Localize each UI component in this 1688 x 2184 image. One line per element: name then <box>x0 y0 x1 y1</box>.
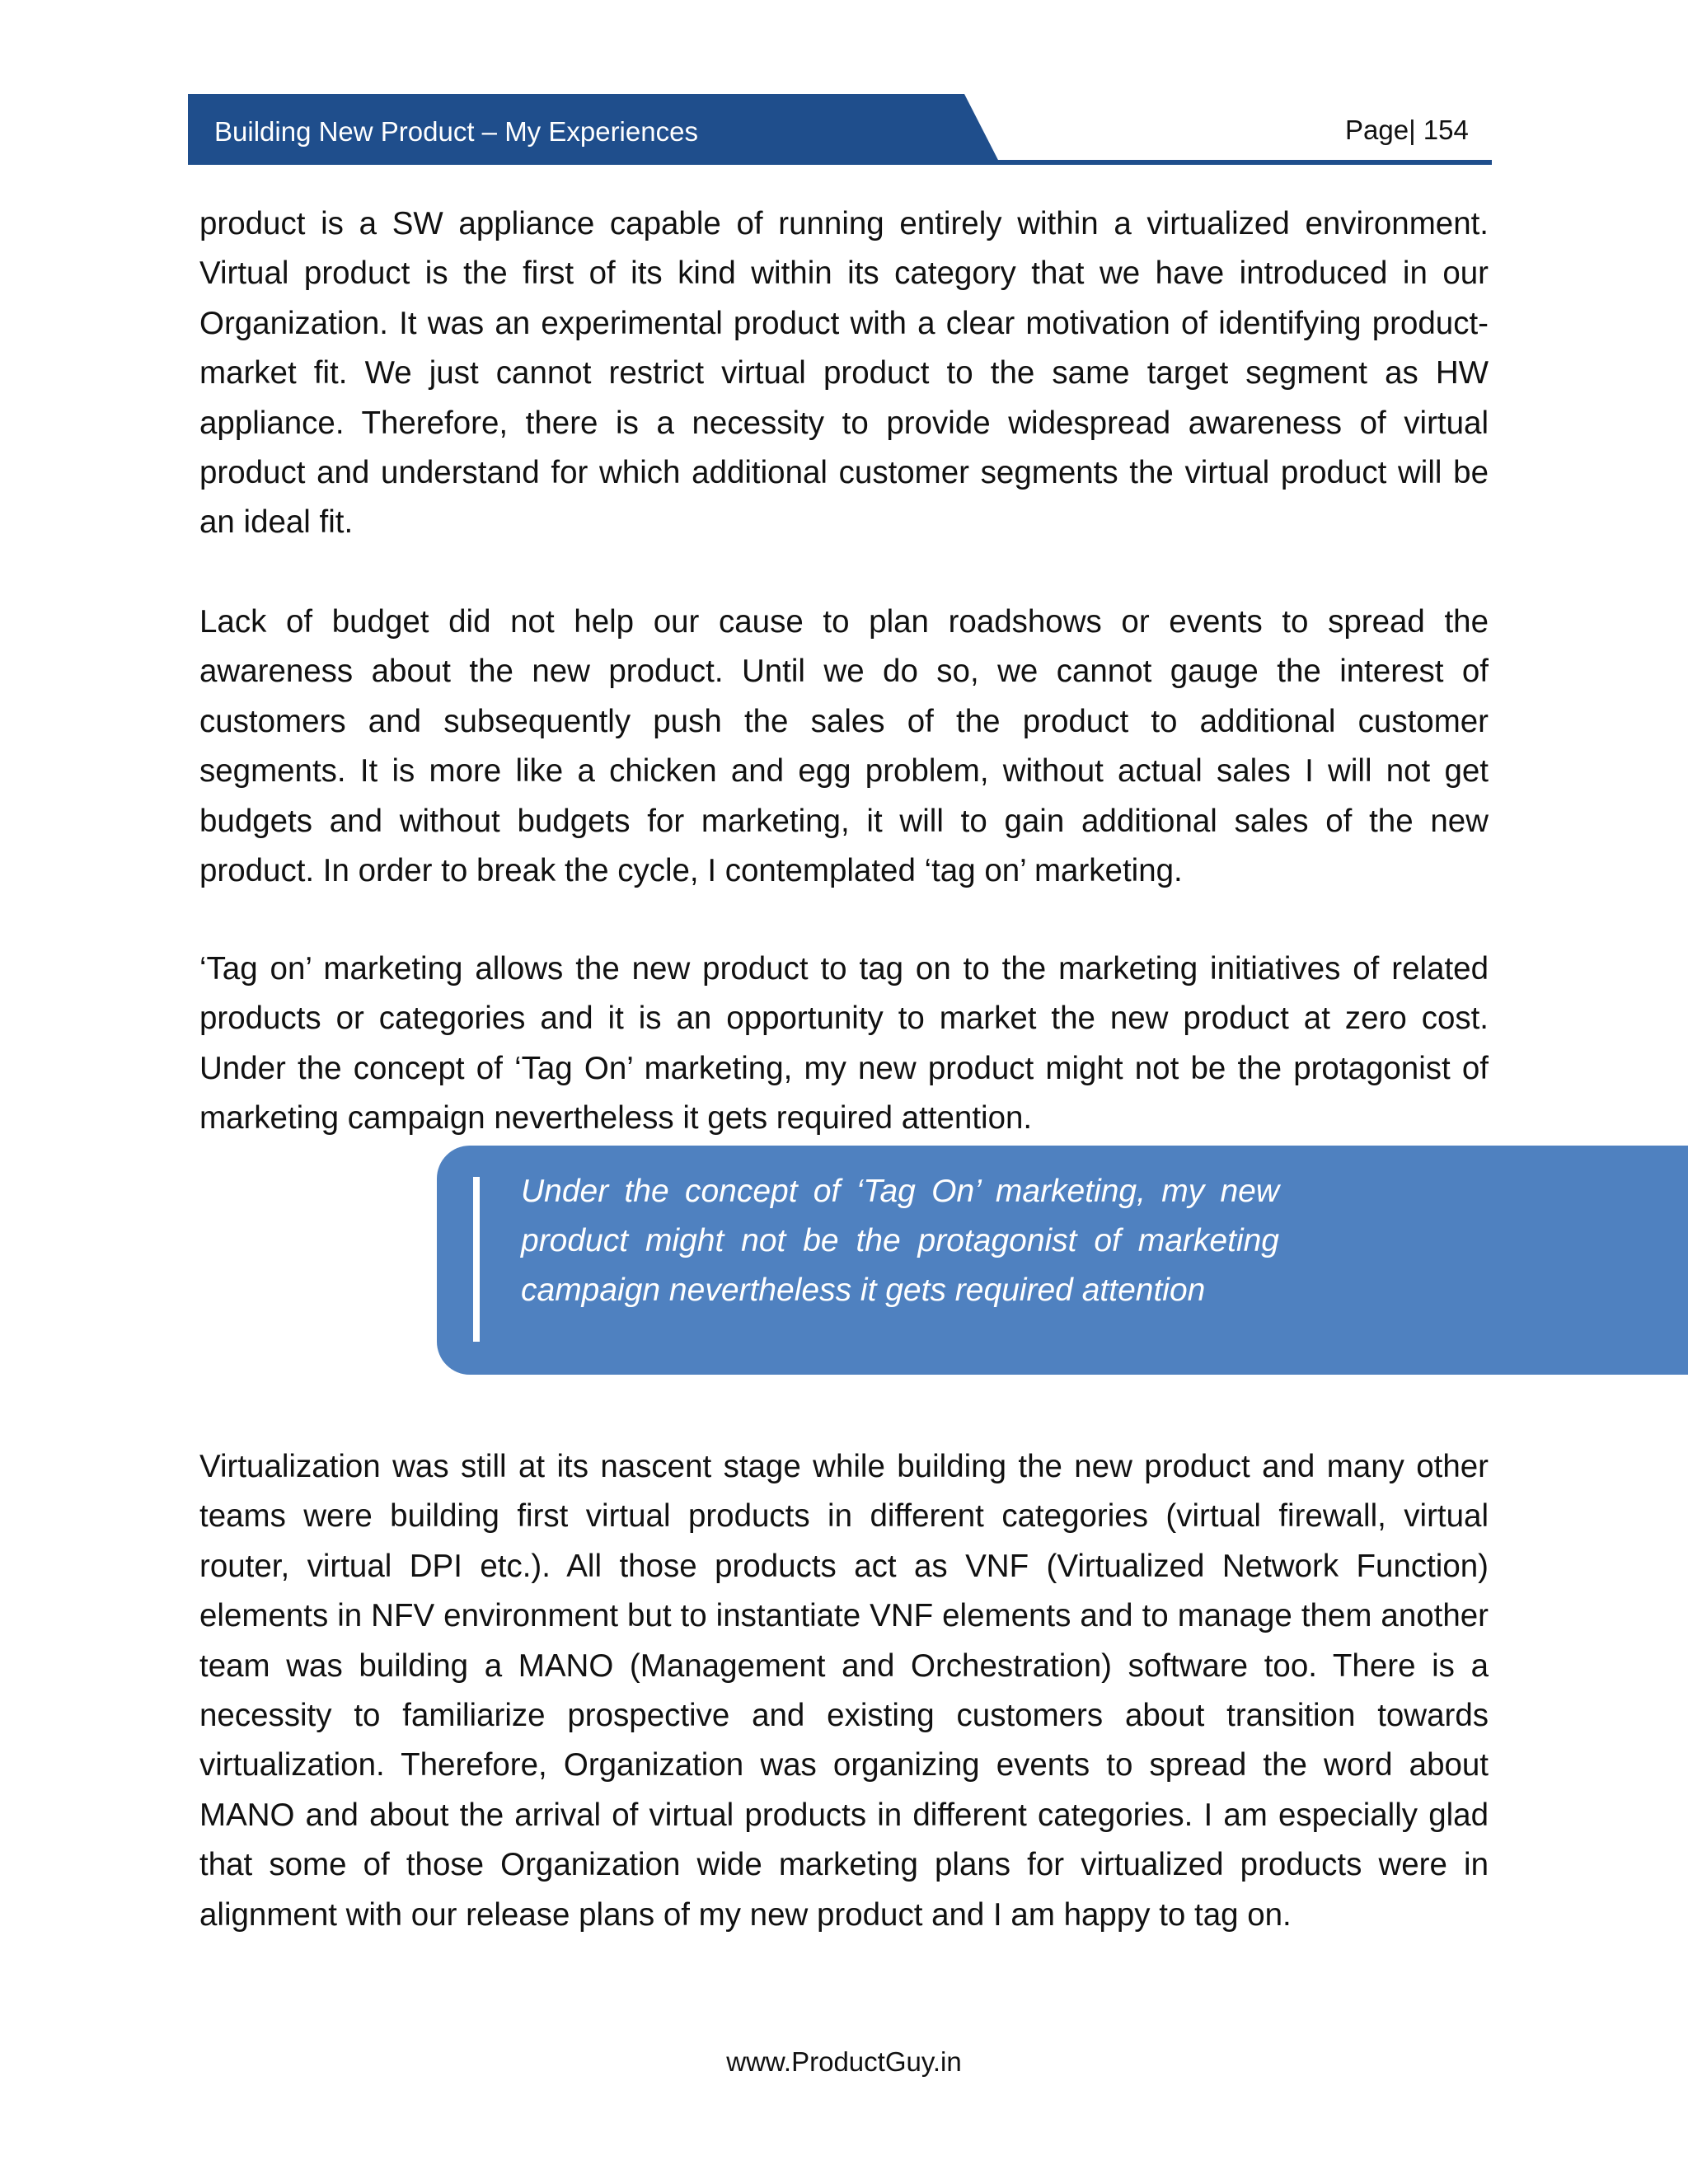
paragraph: Virtualization was still at its nascent stage while building the new product and many other teams were building first virtual products in different categories (virtual firewall, virtual router, virtual DPI etc.). All those products act as VNF (Virtualized Network Function) elements in NFV environment but to instantiate VNF elements and to manage them another team was building a MANO (Management and Orchestration) software too. There is a necessity to familiarize prospective and existing customers about transition towards virtualization. Therefore, Organization was organizing events to spread the word about MANO and about the arrival of virtual products in different categories. I am especially glad that some of those Organization wide marketing plans for virtualized products were in alignment with our release plans of my new product and I am happy to tag on. <box>199 1449 1489 1933</box>
paragraph: Lack of budget did not help our cause to plan roadshows or events to spread the awareness about the new product. Until we do so, we cannot gauge the interest of customers and subsequently push the sales of the product to additional customer segments. It is more like a chicken and egg problem, without actual sales I will not get budgets and without budgets for marketing, it will to gain additional sales of the new product. In order to break the cycle, I contemplated ‘tag on’ marketing. <box>199 604 1489 889</box>
paragraph: ‘Tag on’ marketing allows the new product to tag on to the marketing initiatives of related products or categories and it is an opportunity to market the new product at zero cost. Under the concept of ‘Tag On’ marketing, my new product might not be the protagonist of marketing campaign nevertheless it gets required attention. <box>199 951 1489 1137</box>
body-text-block-4 <box>199 1442 1489 1940</box>
running-header-title: Building New Product – My Experiences <box>214 116 698 147</box>
pull-quote-text: Under the concept of ‘Tag On’ marketing, my new product might not be the protagonist of marketing campaign nevertheless it gets required attention <box>521 1174 1279 1308</box>
footer-url: www.ProductGuy.in <box>726 2046 962 2077</box>
pull-quote-box <box>437 1146 1688 1375</box>
body-text-block-3 <box>199 944 1489 1144</box>
paragraph: product is a SW appliance capable of running entirely within a virtualized environment. Virtual product is the first of its kind within its category that we have introduced in our Organization. It was an experimental product with a clear motivation of identifying product-market fit. We just cannot restrict virtual product to the same target segment as HW appliance. Therefore, there is a necessity to provide widespread awareness of virtual product and understand for which additional customer segments the virtual product will be an ideal fit. <box>199 206 1489 541</box>
body-text-block-1 <box>199 199 1489 548</box>
pull-quote-bar <box>473 1177 480 1342</box>
page-number: Page| 154 <box>1345 115 1469 145</box>
body-text-block-2 <box>199 598 1489 896</box>
header-rule <box>964 160 1492 165</box>
